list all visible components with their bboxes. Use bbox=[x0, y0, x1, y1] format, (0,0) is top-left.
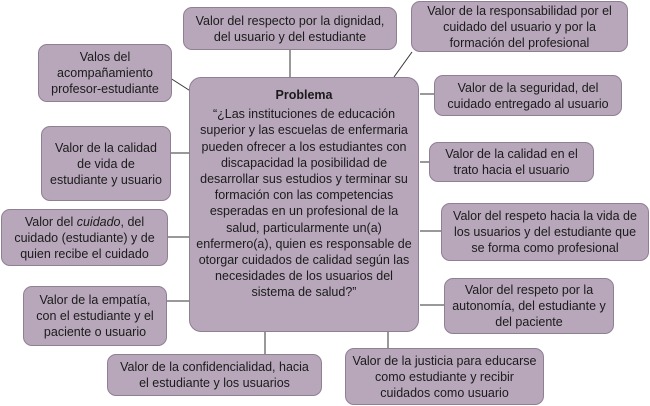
node-cuidado-emphasis: cuidado bbox=[76, 214, 121, 229]
node-acompanamiento-text: Valos del acompañamiento profesor-estudiante bbox=[51, 50, 159, 96]
node-seguridad bbox=[434, 75, 622, 116]
connector-responsabilidad bbox=[394, 52, 412, 77]
node-empatia bbox=[23, 286, 167, 346]
node-responsabilidad-text: Valor de la responsabilidad por el cuidado del usuario y por la formación del profesional bbox=[427, 3, 612, 50]
node-justicia bbox=[345, 348, 544, 405]
node-seguridad-text: Valor de la seguridad, del cuidado entregado al usuario bbox=[447, 80, 609, 111]
node-calidad-vida bbox=[41, 126, 171, 201]
node-calidad-trato bbox=[429, 142, 594, 182]
node-calidad-vida-text: Valor de la calidad de vida de estudiante y usuario bbox=[50, 140, 162, 187]
central-problem-box bbox=[189, 77, 419, 332]
node-cuidado bbox=[1, 209, 168, 266]
node-calidad-trato-text: Valor de la calidad en el trato hacia el usuario bbox=[445, 147, 578, 177]
node-cuidado-text bbox=[8, 214, 161, 262]
node-responsabilidad bbox=[411, 1, 628, 52]
node-justicia-text: Valor de la justicia para educarse como estudiante y recibir cuidados como usuario bbox=[352, 353, 537, 400]
node-cuidado-prefix: Valor del bbox=[24, 214, 77, 229]
node-cuidado-suffix: , del cuidado (estudiante) y de quien recibe el cuidado bbox=[14, 214, 155, 261]
central-problem-title: Problema bbox=[275, 88, 333, 102]
node-empatia-text: Valor de la empatía, con el estudiante y el paciente o usuario bbox=[36, 293, 154, 339]
node-respeto-vida bbox=[441, 203, 649, 261]
node-respeto-vida-text: Valor del respeto hacia la vida de los usuarios y del estudiante que se forma como profesional bbox=[453, 209, 637, 255]
central-problem-text: “¿Las instituciones de educación superior y las escuelas de enfermaria pueden ofrecer a los estudiantes con discapacidad la posibilidad de desarrollar sus estudios y terminar su formación con las competencias esperadas en un profesional de la salud, particularmente un(a) enfermero(a), quien es responsable de otorgar cuidados de calidad según las necesidades de los usuarios del sistema de salud?” bbox=[196, 107, 412, 300]
node-autonomia-text: Valor del respeto por la autonomía, del estudiante y del paciente bbox=[452, 283, 606, 329]
node-autonomia bbox=[444, 278, 614, 334]
node-confidencialidad bbox=[107, 354, 322, 396]
node-respeto-dignidad-text: Valor del respecto por la dignidad, del usuario y del estudiante bbox=[195, 13, 385, 44]
node-acompanamiento bbox=[38, 44, 172, 102]
node-confidencialidad-text: Valor de la confidencialidad, hacia el estudiante y los usuarios bbox=[120, 360, 309, 390]
node-respeto-dignidad bbox=[183, 7, 397, 50]
